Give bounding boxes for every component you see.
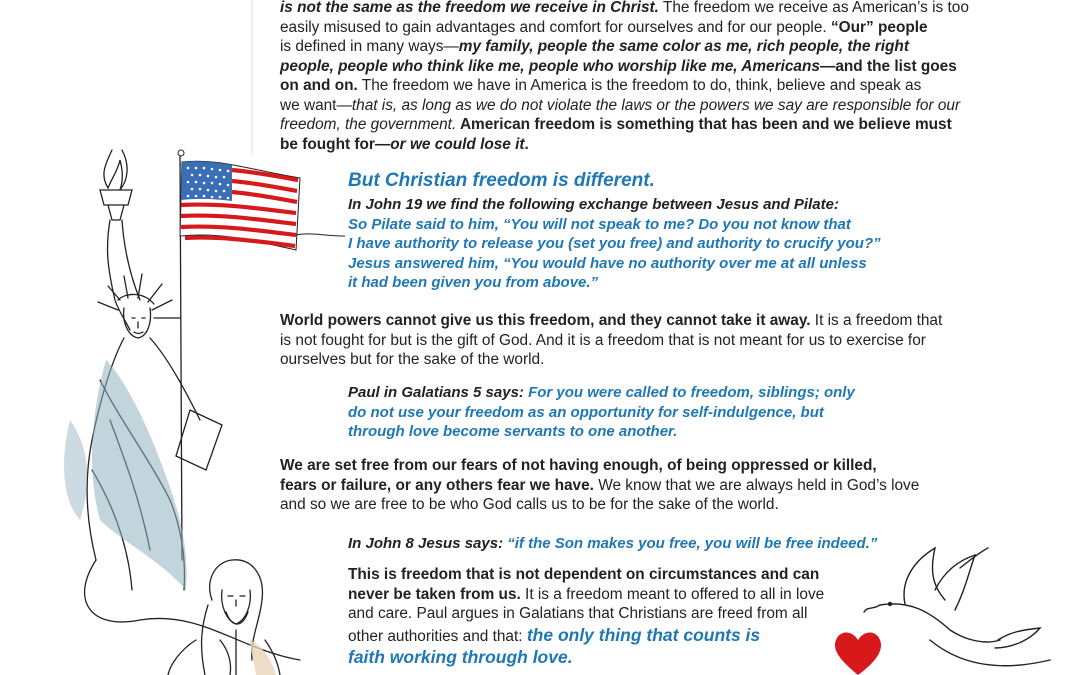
intro-emphasis: American freedom is something that has been and we believe must: [456, 116, 952, 133]
closing-highlight: the only thing that counts is: [526, 624, 761, 645]
intro-italic: freedom, the government.: [280, 116, 457, 133]
fears-paragraph: [280, 456, 1040, 515]
quote-line: through love become servants to one another.: [348, 423, 678, 440]
robe-wash: [92, 360, 187, 590]
quote-line: “if the Son makes you free, you will be free indeed.”: [507, 535, 878, 552]
closing-emphasis: This is freedom that is not dependent on circumstances and can: [348, 566, 820, 583]
john8-intro: In John 8 Jesus says:: [348, 535, 508, 552]
closing-paragraph: [348, 565, 908, 668]
quote-line: I have authority to release you (set you free) and authority to crucify you?”: [348, 235, 881, 252]
quote-line: Jesus answered him, “You would have no authority over me at all unless: [348, 254, 867, 272]
quote-line: For you were called to freedom, siblings; only: [528, 384, 855, 401]
intro-emphasis: —and the list goes: [819, 57, 957, 75]
closing-text: It is a freedom meant to offered to all in love: [520, 585, 825, 603]
intro-emphasis: my family, people the same color as me, rich people, the right: [458, 38, 909, 55]
robe-wash-left: [64, 420, 87, 520]
world-text: It is a freedom that: [810, 312, 943, 329]
fears-emphasis: We are set free from our fears of not having enough, of being oppressed or killed,: [280, 457, 877, 474]
american-flag-icon: [178, 150, 345, 250]
intro-emphasis: “Our” people: [830, 18, 928, 36]
world-text: is not fought for but is the gift of God. And it is a freedom that is not meant for us to exercise for: [280, 331, 926, 349]
galatians-intro: Paul in Galatians 5 says:: [348, 384, 529, 401]
intro-period: .: [524, 135, 529, 153]
intro-text: we want—: [280, 96, 352, 114]
robe-sash: [250, 640, 276, 675]
closing-emphasis: never be taken from us.: [348, 585, 521, 603]
john8-quote: [348, 534, 877, 554]
intro-text: The freedom we receive as American’s is too: [658, 0, 969, 16]
quote-line: do not use your freedom as an opportunity for self-indulgence, but: [348, 403, 824, 421]
intro-emphasis: is not the same as the freedom we receive in Christ.: [280, 0, 659, 16]
world-emphasis: World powers cannot give us this freedom, and they cannot take it away.: [280, 312, 811, 329]
intro-text: The freedom we have in America is the freedom to do, think, believe and speak as: [357, 77, 922, 94]
intro-emphasis: or we could lose it: [390, 135, 525, 153]
world-text: ourselves but for the sake of the world.: [280, 351, 545, 368]
galatians-quote: [348, 383, 968, 442]
intro-text: easily misused to gain advantages and comfort for ourselves and for our people.: [280, 18, 831, 36]
intro-italic: that is, as long as we do not violate the laws or the powers we say are responsible for our: [351, 96, 961, 114]
john19-quote: [348, 195, 968, 293]
quote-line: it had been given you from above.”: [348, 274, 599, 291]
closing-highlight: faith working through love.: [348, 647, 573, 667]
intro-emphasis: people, people who think like me, people who worship like me, Americans: [280, 57, 820, 75]
fears-text: We know that we are always held in God’s love: [593, 476, 920, 494]
john19-intro: In John 19 we find the following exchange between Jesus and Pilate:: [348, 196, 839, 213]
section-heading: But Christian freedom is different.: [348, 170, 655, 191]
closing-text: and care. Paul argues in Galatians that Christians are freed from all: [348, 605, 808, 622]
intro-emphasis: on and on.: [280, 77, 358, 94]
quote-line: So Pilate said to him, “You will not speak to me? Do you not know that: [348, 215, 851, 233]
intro-paragraph: [280, 0, 1040, 154]
intro-emphasis: be fought for—: [280, 135, 391, 153]
world-powers-paragraph: [280, 311, 1040, 370]
fears-text: and so we are free to be who God calls us to be for the sake of the world.: [280, 496, 779, 513]
fears-emphasis: fears or failure, or any others fear we have.: [280, 476, 594, 494]
intro-text: is defined in many ways—: [280, 38, 459, 55]
closing-text: other authorities and that:: [348, 627, 527, 645]
